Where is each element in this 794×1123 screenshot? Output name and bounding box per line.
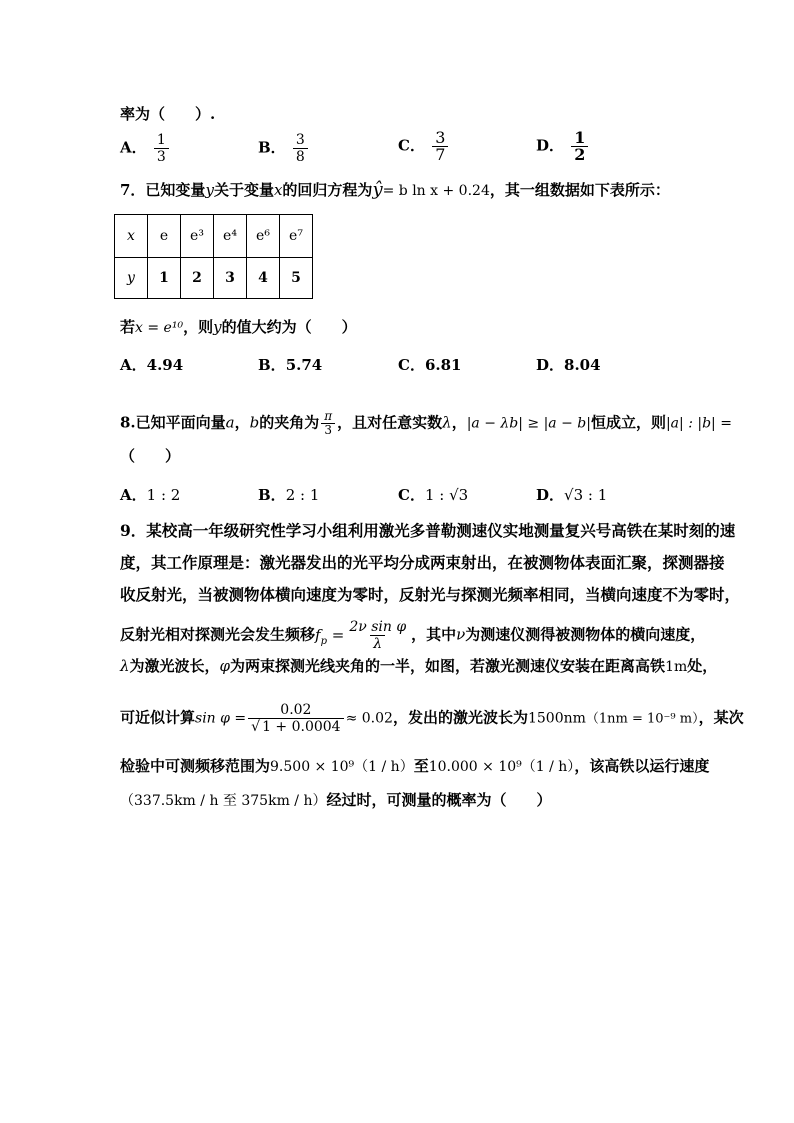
q8-inequality: |a − λb| ≥ |a − b| [466,415,591,432]
q9-line-5 [120,656,717,677]
q9-line4-suffix2: 为测速仪测得被测物体的横向速度， [465,625,706,644]
q6-tail: 率为（ ）. [120,105,216,123]
q9-line6-prefix: 可近似计算 [120,708,196,727]
q7-cell-x-header: x [115,215,148,258]
q7-cell-y-1: 1 [148,258,181,299]
q8-option-c-value: 1 : √3 [424,486,469,504]
q7-cell-x-4: e⁶ [247,215,280,258]
q8-sep: ， [234,413,250,432]
q9-nm-def: （1nm = 10⁻⁹ m） [585,711,699,727]
q7-cell-y-4: 4 [247,258,280,299]
q7-option-c-label: C． [398,356,425,374]
q9-line-7 [120,756,709,777]
q9-line5-lambda: λ [120,657,130,675]
q7-option-c [398,354,462,375]
q8-angle-fraction [321,410,335,437]
q9-line7-prefix: 检验中可测频移范围为 [120,757,271,775]
q9-line-4 [120,619,705,652]
q9-formula-den: λ [370,635,385,652]
q7-stem [120,180,670,201]
q6-option-d-label: D． [536,136,565,155]
q8-vec-a: a [225,413,235,432]
q9-line-3: 收反射光，当被测物体横向速度为零时，反射光与探测光频率相同，当横向速度不为零时， [120,585,741,604]
q9-line-8 [120,790,552,811]
q6-option-c-num: 3 [435,128,446,147]
q8-angle-num: π [324,409,333,423]
q7-table-row-y [115,258,313,299]
q9-line6-mid: ，发出的激光波长为 [392,708,528,727]
q9-range-low: 9.500 × 10⁹（1 / h） [270,759,414,775]
q8-option-b [258,484,319,505]
q7-cell-x-1: e [148,215,181,258]
q6-option-c [398,130,450,163]
q6-option-b-num: 3 [295,132,305,148]
q8-option-d-label: D． [536,486,565,504]
q9-line-6 [120,702,744,735]
q7-question [120,317,357,338]
q6-option-c-label: C． [398,136,425,155]
q8-mid4: 恒成立，则 [590,413,666,432]
q7-question-suffix: ，则 [183,318,214,336]
q9-line5-rest: 为两束探测光线夹角的一半，如图，若激光测速仪安装在距离高铁 [230,657,666,675]
q9-line7-mid: 至 [413,757,429,775]
q7-var-y: y [205,181,214,199]
q7-yhat: ŷ [372,179,383,200]
q8-mid1: 的夹角为 [259,413,320,432]
q8-angle-den: 3 [321,423,335,437]
q9-line-1: 9．某校高一年级研究性学习小组利用激光多普勒测速仪实地测量复兴号高铁在某时刻的速 [120,521,736,540]
q8-lambda: λ [442,413,452,432]
q7-question-end: 的值大约为（ ） [221,318,357,336]
q9-approx: ≈ 0.02 [345,710,393,727]
q9-line5-mid: 为激光波长， [129,657,220,675]
q8-option-b-label: B． [258,486,286,504]
q8-stem [120,410,732,437]
q6-option-d-num: 1 [574,128,586,147]
q6-option-a-num: 1 [156,132,166,148]
q9-line5-phi: φ [219,657,231,675]
q6-option-b-fraction [293,132,308,165]
q9-sin-num: 0.02 [280,702,312,718]
q6-option-b-label: B． [258,138,286,157]
q8-option-c-label: C． [398,486,425,504]
q6-option-c-fraction [432,130,448,163]
q9-formula-sub: p [320,635,327,647]
q8-option-d [536,484,607,505]
q8-mid3: ， [451,413,467,432]
q9-line4-suffix1: ，其中 [411,625,457,644]
q7-option-d-label: D． [536,356,565,374]
q9-sin-phi: sin φ = [195,710,247,727]
q7-mid1: 关于变量 [213,181,274,199]
q9-line-2: 度，其工作原理是：激光器发出的光平均分成两束射出，在被测物体表面汇聚，探测器接 [120,553,725,572]
q7-question-cond: x = e¹⁰ [135,320,184,336]
q8-option-a-value: 1 : 2 [146,486,181,504]
q8-option-a [120,484,180,505]
q9-line6-end: ，某次 [698,708,744,727]
q7-cell-x-5: e⁷ [280,215,313,258]
q8-option-d-value: √3 : 1 [564,486,608,504]
q8-mid2: ，且对任意实数 [337,413,443,432]
q7-option-b-value: 5.74 [285,356,323,374]
q7-option-a-value: 4.94 [146,356,184,374]
q9-line5-dist: 1m [665,659,688,675]
q9-line4-prefix: 反射光相对探测光会发生频移 [120,625,316,644]
q6-option-d-den: 2 [571,146,588,163]
q7-suffix: ，其一组数据如下表所示： [489,181,670,199]
q7-option-a [120,354,183,375]
q8-option-c [398,484,468,505]
q6-option-a-den: 3 [154,148,169,165]
q6-option-d [536,130,590,163]
q7-question-var: y [213,318,222,336]
q7-var-x: x [273,181,283,199]
q6-option-a-fraction [154,132,169,165]
q9-sin-fraction [248,702,343,735]
q9-formula-lhs: $f_p$ = [315,625,345,647]
q6-option-a [120,132,171,165]
q9-sin-den: √ 1 + 0.0004 [248,718,343,735]
q8-ratio: |a| : |b| = [665,415,732,432]
q6-option-d-fraction [571,130,588,163]
q6-option-b [258,132,310,165]
q8-blank: （ ） [120,447,181,465]
q7-equation: = b ln x + 0.24 [382,183,490,199]
q9-line8-end: 经过时，可测量的概率为（ ） [326,791,552,809]
q7-data-table [114,214,313,299]
q9-formula-num: 2ν sin φ [349,619,407,635]
q7-cell-y-2: 2 [181,258,214,299]
q7-prefix: 7．已知变量 [120,181,206,199]
q9-sin-den-value: 1 + 0.0004 [262,719,341,735]
q7-cell-y-header: y [115,258,148,299]
q9-wavelength: 1500nm [527,710,586,727]
q7-cell-y-3: 3 [214,258,247,299]
q9-formula-f: f [315,625,321,644]
q9-formula-fraction [346,619,409,652]
q9-nu: ν [456,625,466,644]
q9-line5-end: 处， [687,657,718,675]
q7-mid2: 的回归方程为 [282,181,373,199]
q9-line7-end: ，该高铁以运行速度 [574,757,710,775]
q8-option-b-value: 2 : 1 [285,486,320,504]
q7-cell-x-3: e⁴ [214,215,247,258]
q8-option-a-label: A． [120,486,147,504]
q7-option-b [258,354,322,375]
q7-question-prefix: 若 [120,318,136,336]
q8-prefix: 8.已知平面向量 [120,413,226,432]
q9-range-high: 10.000 × 10⁹（1 / h） [428,759,575,775]
q7-option-d-value: 8.04 [564,356,601,374]
q8-vec-b: b [249,413,260,432]
q7-cell-y-5: 5 [280,258,313,299]
q6-option-a-label: A． [120,138,147,157]
q6-option-c-den: 7 [432,146,448,163]
q7-option-b-label: B． [258,356,286,374]
q7-option-c-value: 6.81 [424,356,462,374]
q9-speeds: （337.5km / h 至 375km / h） [120,793,327,809]
q7-cell-x-2: e³ [181,215,214,258]
q6-option-b-den: 8 [293,148,308,165]
q7-option-d [536,354,601,375]
q7-option-a-label: A． [120,356,147,374]
q7-table-row-x [115,215,313,258]
